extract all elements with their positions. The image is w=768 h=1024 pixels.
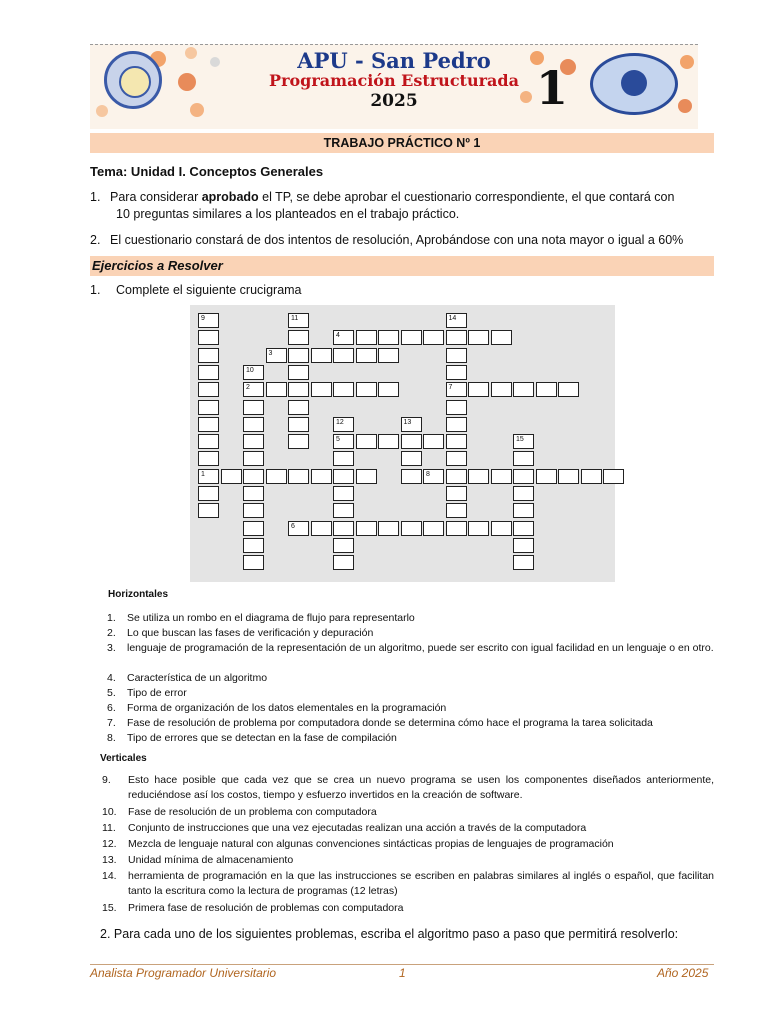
clue-text: Se utiliza un rombo en el diagrama de flujo para representarlo xyxy=(127,612,415,624)
clue-text: Fase de resolución de problema por computadora donde se determina cómo hace el programa la tarea solicitada xyxy=(127,717,653,729)
crossword-cell[interactable] xyxy=(333,417,354,432)
horizontal-heading: Horizontales xyxy=(108,589,169,600)
item-text-line2: 10 preguntas similares a los planteados en el trabajo práctico. xyxy=(116,207,460,221)
crossword-clue-number: 8 xyxy=(426,470,430,478)
clue-text: Esto hace posible que cada vez que se crea un nuevo programa se usen los componentes diseñados anteriormente, reduciéndose así los costos, tiempo y esfuerzo invertidos en la creación de software. xyxy=(128,774,714,801)
crossword-cell[interactable] xyxy=(333,451,354,466)
crossword-cell[interactable] xyxy=(401,417,422,432)
crossword-cell[interactable] xyxy=(356,348,377,363)
header-banner xyxy=(90,44,698,129)
crossword-cell[interactable] xyxy=(333,503,354,518)
clue-item xyxy=(107,701,714,716)
crossword-cell[interactable] xyxy=(446,365,467,380)
footer-divider xyxy=(90,964,714,965)
exercise-text: Para cada uno de los siguientes problemas, escriba el algoritmo paso a paso que permitirá resolverlo: xyxy=(113,927,679,941)
clue-number: 5. xyxy=(107,687,116,699)
clue-number: 7. xyxy=(107,717,116,729)
clue-number: 4. xyxy=(107,672,116,684)
clue-item xyxy=(107,641,714,656)
clue-number: 6. xyxy=(107,702,116,714)
crossword-clue-number: 10 xyxy=(246,366,254,374)
clue-text: Primera fase de resolución de problemas con computadora xyxy=(128,902,404,914)
crossword-cell[interactable] xyxy=(378,382,399,397)
crossword-cell[interactable] xyxy=(198,417,219,432)
exercise-number: 2. xyxy=(100,927,111,941)
footer-right: Año 2025 xyxy=(657,966,709,980)
banner-title: APU - San Pedro xyxy=(297,48,491,73)
clue-text: herramienta de programación en la que las instrucciones se escriben en palabras similares al inglés o español, que facilitan tanto la escritura como la lectura de programas (12 letras) xyxy=(128,870,714,897)
crossword-cell[interactable] xyxy=(513,469,534,484)
clue-text: Tipo de error xyxy=(127,687,187,699)
exercise-text: Complete el siguiente crucigrama xyxy=(116,283,302,297)
crossword-cell[interactable] xyxy=(243,400,264,415)
crossword-cell[interactable] xyxy=(333,469,354,484)
crossword-clue-number: 12 xyxy=(336,418,344,426)
crossword-clue-number: 15 xyxy=(516,436,524,444)
crossword-cell[interactable] xyxy=(558,382,579,397)
clue-item xyxy=(102,805,714,820)
clue-text: Tipo de errores que se detectan en la fase de compilación xyxy=(127,732,397,744)
crossword-cell[interactable] xyxy=(536,469,557,484)
crossword-cell[interactable] xyxy=(468,469,489,484)
crossword-cell[interactable] xyxy=(243,503,264,518)
crossword-cell[interactable] xyxy=(491,469,512,484)
crossword-clue-number: 9 xyxy=(201,315,205,322)
crossword-cell[interactable] xyxy=(198,451,219,466)
crossword-cell[interactable] xyxy=(198,382,219,397)
crossword-cell[interactable] xyxy=(423,469,444,484)
clue-item xyxy=(107,671,714,686)
crossword-cell[interactable] xyxy=(513,486,534,501)
banner-number: 1 xyxy=(536,61,569,115)
clue-item xyxy=(107,686,714,701)
crossword-cell[interactable] xyxy=(491,521,512,536)
clue-number: 14. xyxy=(102,870,117,882)
clue-item xyxy=(102,869,714,899)
crossword-cell[interactable] xyxy=(401,451,422,466)
crossword-cell[interactable] xyxy=(356,382,377,397)
crossword-cell[interactable] xyxy=(356,434,377,449)
crossword-cell[interactable] xyxy=(513,521,534,536)
crossword-cell[interactable] xyxy=(513,555,534,570)
crossword-cell[interactable] xyxy=(243,469,264,484)
crossword-cell[interactable] xyxy=(446,313,467,328)
crossword-cell[interactable] xyxy=(468,330,489,345)
crossword-cell[interactable] xyxy=(378,521,399,536)
clue-text: Forma de organización de los datos elementales en la programación xyxy=(127,702,447,714)
crossword-cell[interactable] xyxy=(378,434,399,449)
crossword-cell[interactable] xyxy=(221,469,242,484)
crossword-clue-number: 6 xyxy=(291,522,295,530)
clue-item xyxy=(107,611,714,626)
crossword-cell[interactable] xyxy=(513,451,534,466)
crossword-cell[interactable] xyxy=(401,330,422,345)
crossword-cell[interactable] xyxy=(266,469,287,484)
crossword-cell[interactable] xyxy=(446,503,467,518)
item-text: Para considerar xyxy=(110,190,202,204)
crossword-cell[interactable] xyxy=(288,313,309,328)
banner-subtitle: Programación Estructurada xyxy=(269,71,519,90)
footer-page-number: 1 xyxy=(399,966,406,980)
clue-text: lenguaje de programación de la representación de un algoritmo, puede ser escrito con igual facilidad en un lenguaje o en otro. xyxy=(127,642,714,654)
clue-number: 12. xyxy=(102,838,117,850)
crossword-cell[interactable] xyxy=(288,365,309,380)
crossword-cell[interactable] xyxy=(198,434,219,449)
clue-text: Característica de un algoritmo xyxy=(127,672,268,684)
clue-text: Mezcla de lenguaje natural con algunas convenciones sintácticas propias de lenguajes de programación xyxy=(128,838,614,850)
banner-year: 2025 xyxy=(370,91,418,111)
clue-text: Conjunto de instrucciones que una vez ejecutadas realizan una acción a través de la computadora xyxy=(128,822,587,834)
crossword-cell[interactable] xyxy=(333,382,354,397)
crossword-cell[interactable] xyxy=(378,348,399,363)
crossword-cell[interactable] xyxy=(198,313,219,328)
crossword-cell[interactable] xyxy=(513,538,534,553)
crossword-clue-number: 1 xyxy=(201,470,205,478)
exercise-2 xyxy=(100,926,708,943)
crossword-grid xyxy=(190,305,615,582)
crossword-cell[interactable] xyxy=(378,330,399,345)
crossword-cell[interactable] xyxy=(446,330,467,345)
clue-number: 9. xyxy=(102,774,111,786)
crossword-cell[interactable] xyxy=(513,503,534,518)
crossword-cell[interactable] xyxy=(558,469,579,484)
crossword-cell[interactable] xyxy=(288,469,309,484)
crossword-cell[interactable] xyxy=(266,348,287,363)
crossword-cell[interactable] xyxy=(356,469,377,484)
crossword-cell[interactable] xyxy=(333,434,354,449)
crossword-clue-number: 7 xyxy=(448,384,453,392)
item-number: 1. xyxy=(90,190,101,204)
crossword-cell[interactable] xyxy=(423,434,444,449)
crossword-cell[interactable] xyxy=(243,434,264,449)
crossword-cell[interactable] xyxy=(243,451,264,466)
crossword-cell[interactable] xyxy=(333,538,354,553)
exercise-1 xyxy=(90,282,302,299)
crossword-clue-number: 11 xyxy=(291,315,299,322)
crossword-clue-number: 3 xyxy=(268,349,273,357)
item-number: 2. xyxy=(90,233,101,247)
clue-number: 8. xyxy=(107,732,116,744)
crossword-cell[interactable] xyxy=(198,503,219,518)
clue-text: Lo que buscan las fases de verificación y depuración xyxy=(127,627,374,639)
crossword-cell[interactable] xyxy=(311,521,332,536)
crossword-cell[interactable] xyxy=(446,486,467,501)
exercise-number: 1. xyxy=(90,283,101,297)
crossword-cell[interactable] xyxy=(288,400,309,415)
section-title: Ejercicios a Resolver xyxy=(90,256,714,276)
clue-number: 10. xyxy=(102,806,117,818)
crossword-cell[interactable] xyxy=(446,451,467,466)
clue-number: 1. xyxy=(107,612,116,624)
crossword-cell[interactable] xyxy=(333,555,354,570)
crossword-cell[interactable] xyxy=(243,538,264,553)
crossword-cell[interactable] xyxy=(198,486,219,501)
vertical-heading: Verticales xyxy=(100,753,147,764)
crossword-cell[interactable] xyxy=(198,330,219,345)
clue-item xyxy=(102,853,714,868)
crossword-cell[interactable] xyxy=(446,434,467,449)
crossword-cell[interactable] xyxy=(311,469,332,484)
crossword-cell[interactable] xyxy=(288,417,309,432)
crossword-cell[interactable] xyxy=(491,330,512,345)
crossword-cell[interactable] xyxy=(446,382,467,397)
clue-number: 15. xyxy=(102,902,117,914)
rule-item-1 xyxy=(90,189,714,223)
clue-item xyxy=(107,716,714,731)
crossword-cell[interactable] xyxy=(468,382,489,397)
clue-item xyxy=(107,731,714,746)
crossword-cell[interactable] xyxy=(243,382,264,397)
crossword-cell[interactable] xyxy=(198,365,219,380)
clue-item xyxy=(102,821,714,836)
tema-heading: Tema: Unidad I. Conceptos Generales xyxy=(90,164,324,179)
crossword-cell[interactable] xyxy=(333,486,354,501)
crossword-cell[interactable] xyxy=(446,521,467,536)
crossword-cell[interactable] xyxy=(198,348,219,363)
clue-item xyxy=(102,773,714,803)
crossword-cell[interactable] xyxy=(198,469,219,484)
crossword-cell[interactable] xyxy=(243,521,264,536)
clue-number: 13. xyxy=(102,854,117,866)
crossword-cell[interactable] xyxy=(423,330,444,345)
crossword-cell[interactable] xyxy=(198,400,219,415)
crossword-cell[interactable] xyxy=(491,382,512,397)
crossword-cell[interactable] xyxy=(243,365,264,380)
crossword-cell[interactable] xyxy=(446,469,467,484)
clue-item xyxy=(102,837,714,852)
clue-item xyxy=(107,626,714,641)
crossword-cell[interactable] xyxy=(333,348,354,363)
crossword-cell[interactable] xyxy=(266,382,287,397)
footer-left: Analista Programador Universitario xyxy=(90,966,277,980)
crossword-cell[interactable] xyxy=(333,330,354,345)
crossword-cell[interactable] xyxy=(288,434,309,449)
clue-number: 3. xyxy=(107,642,116,654)
crossword-cell[interactable] xyxy=(513,382,534,397)
crossword-cell[interactable] xyxy=(446,400,467,415)
crossword-clue-number: 5 xyxy=(336,436,340,444)
crossword-cell[interactable] xyxy=(401,434,422,449)
crossword-cell[interactable] xyxy=(423,521,444,536)
crossword-cell[interactable] xyxy=(243,555,264,570)
crossword-cell[interactable] xyxy=(243,486,264,501)
rule-item-2 xyxy=(90,232,714,249)
crossword-cell[interactable] xyxy=(356,521,377,536)
clue-number: 11. xyxy=(102,822,116,834)
crossword-cell[interactable] xyxy=(243,417,264,432)
crossword-cell[interactable] xyxy=(581,469,602,484)
crossword-cell[interactable] xyxy=(446,348,467,363)
crossword-cell[interactable] xyxy=(401,469,422,484)
clue-number: 2. xyxy=(107,627,116,639)
crossword-clue-number: 4 xyxy=(336,332,340,340)
crossword-cell[interactable] xyxy=(446,417,467,432)
crossword-cell[interactable] xyxy=(536,382,557,397)
clue-text: Fase de resolución de un problema con computadora xyxy=(128,806,377,818)
crossword-cell[interactable] xyxy=(288,382,309,397)
crossword-cell[interactable] xyxy=(401,521,422,536)
clue-item xyxy=(102,901,714,916)
item-text: El cuestionario constará de dos intentos de resolución, Aprobándose con una nota mayor o igual a 60% xyxy=(110,233,684,247)
clue-text: Unidad mínima de almacenamiento xyxy=(128,854,294,866)
crossword-cell[interactable] xyxy=(513,434,534,449)
crossword-cell[interactable] xyxy=(288,521,309,536)
crossword-cell[interactable] xyxy=(333,521,354,536)
crossword-cell[interactable] xyxy=(603,469,624,484)
crossword-clue-number: 13 xyxy=(403,418,412,426)
crossword-cell[interactable] xyxy=(288,348,309,363)
crossword-clue-number: 2 xyxy=(246,384,250,392)
item-bold: aprobado xyxy=(201,190,259,204)
crossword-cell[interactable] xyxy=(311,382,332,397)
crossword-cell[interactable] xyxy=(356,330,377,345)
crossword-cell[interactable] xyxy=(288,330,309,345)
item-text: el TP, se debe aprobar el cuestionario correspondiente, el que contará con xyxy=(258,190,675,204)
tp-title: TRABAJO PRÁCTICO Nº 1 xyxy=(90,133,714,153)
crossword-clue-number: 14 xyxy=(448,315,457,322)
crossword-cell[interactable] xyxy=(311,348,332,363)
crossword-cell[interactable] xyxy=(468,521,489,536)
